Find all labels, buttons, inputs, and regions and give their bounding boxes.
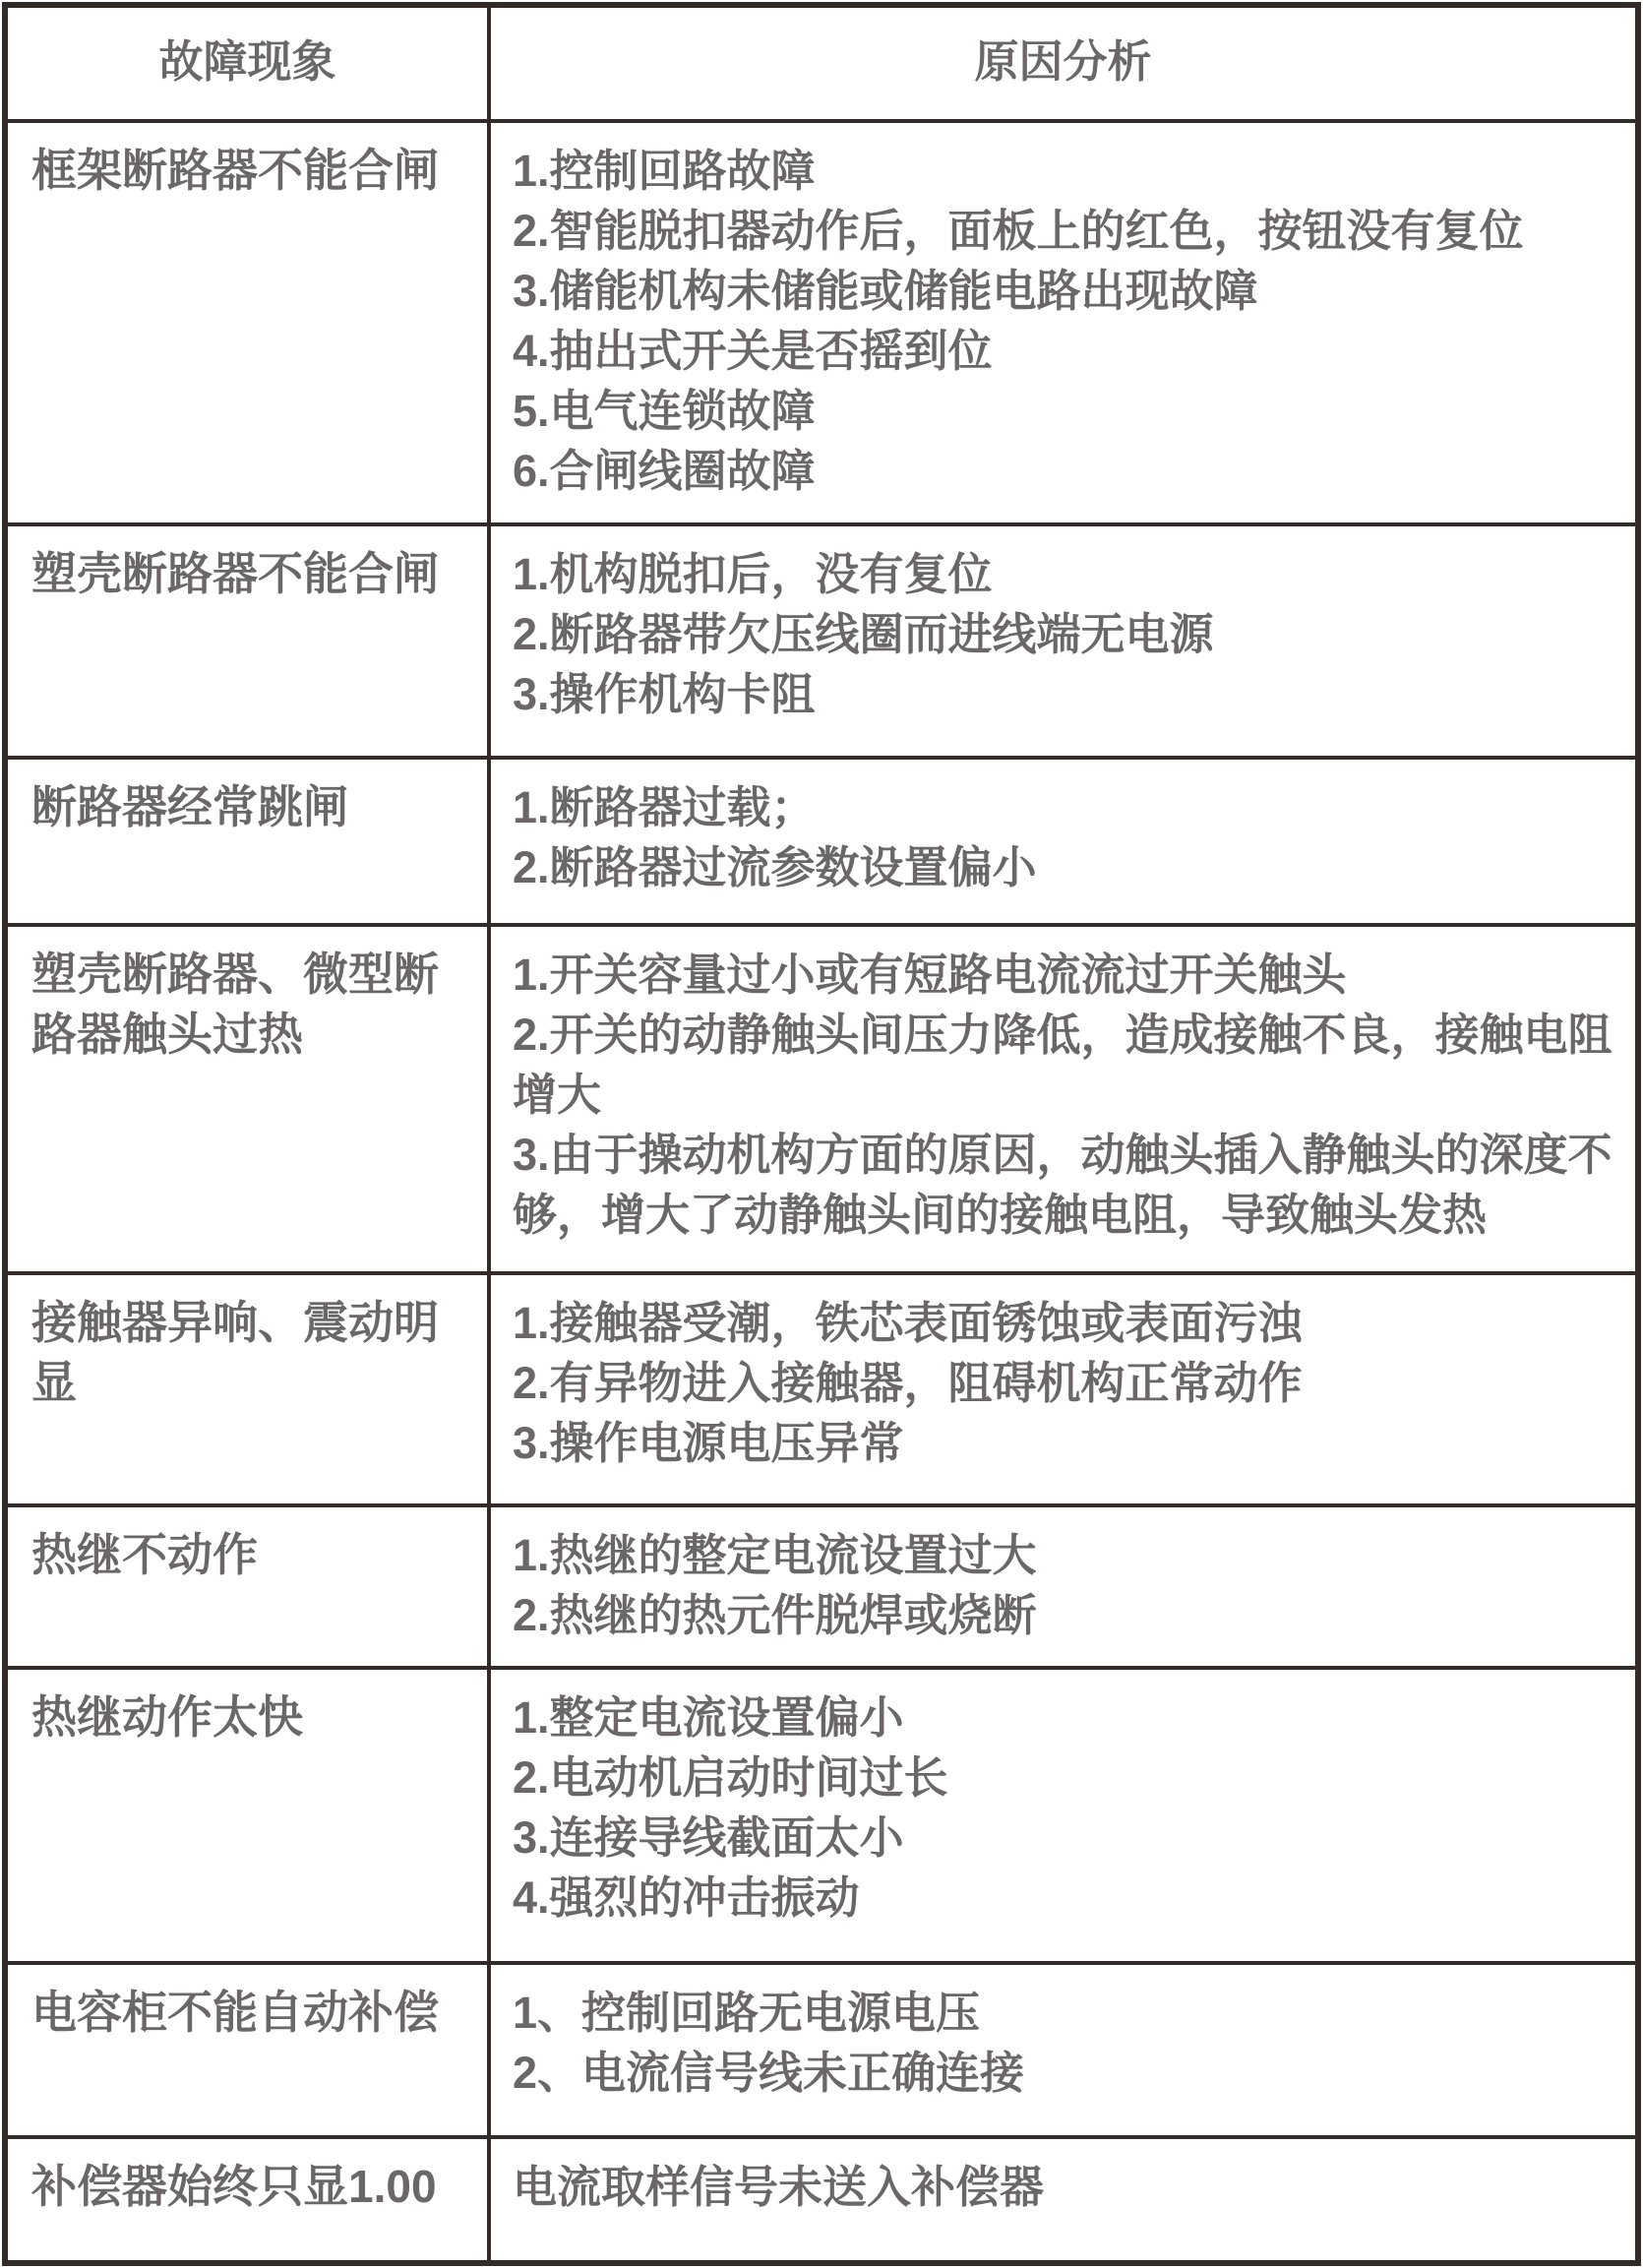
fault-phenomenon-cell: 电容柜不能自动补偿 bbox=[5, 1963, 489, 2137]
cause-item: 2.热继的热元件脱焊或烧断 bbox=[513, 1590, 1037, 1640]
fault-analysis-table bbox=[2, 2, 1641, 2266]
cause-analysis-cell bbox=[489, 1668, 1638, 1963]
cause-item: 4.抽出式开关是否摇到位 bbox=[513, 326, 993, 376]
fault-phenomenon-cell: 框架断路器不能合闸 bbox=[5, 121, 489, 524]
cause-item: 2.电动机启动时间过长 bbox=[513, 1752, 948, 1803]
cause-item: 3.连接导线截面太小 bbox=[513, 1812, 904, 1863]
fault-phenomenon-cell: 补偿器始终只显1.00 bbox=[5, 2137, 489, 2263]
cause-analysis-cell bbox=[489, 1273, 1638, 1505]
cause-item: 1.热继的整定电流设置过大 bbox=[513, 1530, 1037, 1580]
cause-analysis-cell bbox=[489, 925, 1638, 1273]
fault-phenomenon-cell: 断路器经常跳闸 bbox=[5, 758, 489, 925]
cause-item: 3.由于操动机构方面的原因，动触头插入静触头的深度不够，增大了动静触头间的接触电阻，导致触头发热 bbox=[513, 1130, 1613, 1240]
table-row bbox=[5, 758, 1638, 925]
cause-item: 2.断路器带欠压线圈而进线端无电源 bbox=[513, 609, 1214, 659]
cause-item: 1.机构脱扣后，没有复位 bbox=[513, 549, 993, 599]
cause-item: 4.强烈的冲击振动 bbox=[513, 1872, 860, 1923]
cause-item: 1.控制回路故障 bbox=[513, 146, 816, 196]
table-row bbox=[5, 1668, 1638, 1963]
table-row bbox=[5, 925, 1638, 1273]
fault-phenomenon-cell: 热继不动作 bbox=[5, 1505, 489, 1668]
cause-item: 1.接触器受潮，铁芯表面锈蚀或表面污浊 bbox=[513, 1298, 1303, 1348]
cause-item: 3.操作机构卡阻 bbox=[513, 669, 816, 719]
table-header-row bbox=[5, 5, 1638, 121]
cause-item: 电流取样信号未送入补偿器 bbox=[513, 2162, 1045, 2212]
cause-item: 3.操作电源电压异常 bbox=[513, 1418, 904, 1468]
cause-analysis-cell bbox=[489, 1963, 1638, 2137]
table-row bbox=[5, 1273, 1638, 1505]
cause-item: 1.断路器过载； bbox=[513, 782, 816, 832]
cause-item: 1.开关容量过小或有短路电流流过开关触头 bbox=[513, 950, 1347, 1000]
cause-analysis-cell bbox=[489, 758, 1638, 925]
cause-item: 6.合闸线圈故障 bbox=[513, 446, 816, 496]
cause-item: 5.电气连锁故障 bbox=[513, 386, 816, 436]
cause-analysis-cell bbox=[489, 2137, 1638, 2263]
cause-item: 2.断路器过流参数设置偏小 bbox=[513, 842, 1037, 892]
cause-item: 2、电流信号线未正确连接 bbox=[513, 2048, 1025, 2098]
cause-item: 2.开关的动静触头间压力降低，造成接触不良，接触电阻增大 bbox=[513, 1010, 1613, 1120]
cause-item: 2.有异物进入接触器，阻碍机构正常动作 bbox=[513, 1358, 1303, 1408]
cause-analysis-cell bbox=[489, 121, 1638, 524]
column-header-cause: 原因分析 bbox=[489, 5, 1638, 121]
cause-analysis-cell bbox=[489, 524, 1638, 758]
table-row bbox=[5, 1505, 1638, 1668]
column-header-phenomenon: 故障现象 bbox=[5, 5, 489, 121]
table-row bbox=[5, 1963, 1638, 2137]
fault-phenomenon-cell: 接触器异响、震动明显 bbox=[5, 1273, 489, 1505]
cause-item: 3.储能机构未储能或储能电路出现故障 bbox=[513, 266, 1258, 316]
fault-phenomenon-cell: 塑壳断路器、微型断路器触头过热 bbox=[5, 925, 489, 1273]
table-row bbox=[5, 121, 1638, 524]
cause-item: 1、控制回路无电源电压 bbox=[513, 1988, 981, 2038]
fault-phenomenon-cell: 热继动作太快 bbox=[5, 1668, 489, 1963]
cause-analysis-cell bbox=[489, 1505, 1638, 1668]
fault-phenomenon-cell: 塑壳断路器不能合闸 bbox=[5, 524, 489, 758]
cause-item: 2.智能脱扣器动作后，面板上的红色，按钮没有复位 bbox=[513, 206, 1524, 256]
table-row bbox=[5, 524, 1638, 758]
cause-item: 1.整定电流设置偏小 bbox=[513, 1692, 904, 1743]
table-row bbox=[5, 2137, 1638, 2263]
